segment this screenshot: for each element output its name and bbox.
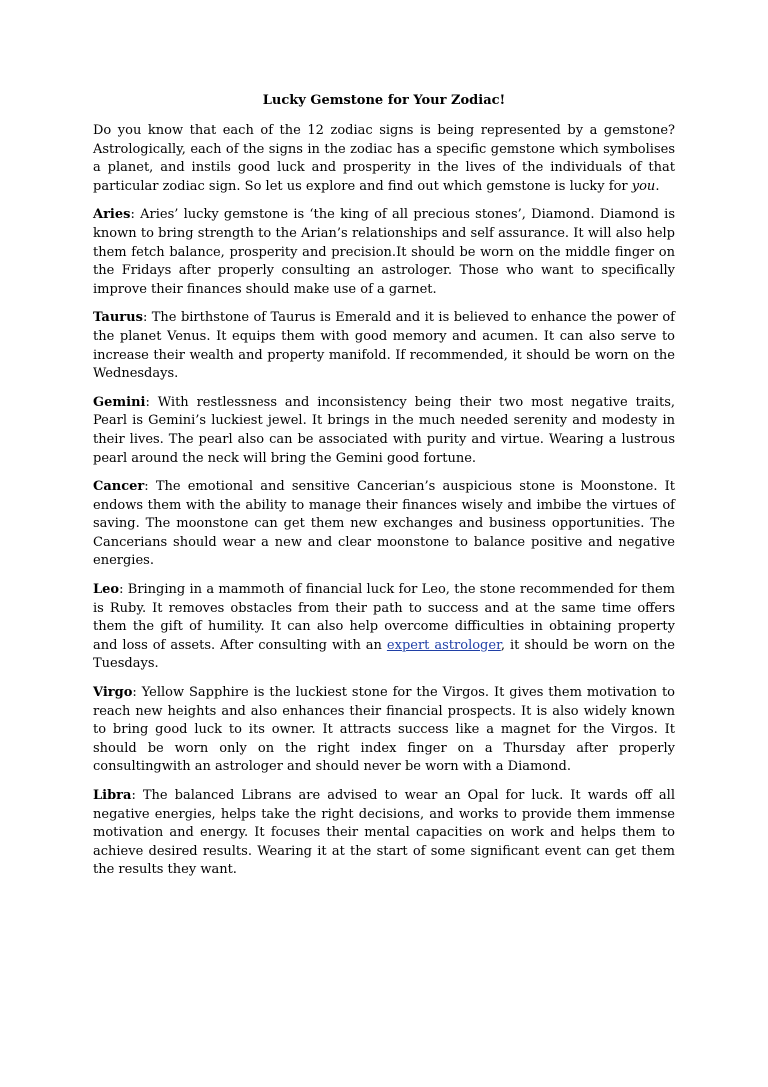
aries-paragraph [93, 206, 675, 299]
intro-emphasis: you [631, 178, 656, 194]
gemini-text: : With restlessness and inconsistency being their two most negative traits, Pearl is Gemini’s luckiest jewel. It brings in the much needed serenity and modesty in their lives. The pearl also can be associated with purity and virtue. Wearing a lustrous pearl around the neck will bring the Gemini good fortune. [93, 394, 675, 466]
cancer-paragraph [93, 478, 675, 571]
taurus-heading: Taurus [93, 310, 143, 326]
libra-text: : The balanced Librans are advised to wear an Opal for luck. It wards off all negative energies, helps take the right decisions, and works to provide them immense motivation and energy. It focuses their mental capacities on work and helps them to achieve desired results. Wearing it at the start of some significant event can get them the results they want. [93, 788, 675, 878]
leo-text-after: , it should be worn on the Tuesdays. [93, 637, 676, 672]
aries-text: : Aries’ lucky gemstone is ‘the king of all precious stones’, Diamond. Diamond is known to bring strength to the Arian’s relationships and self assurance. It will also help them fetch balance, prosperity and precision.It should be worn on the middle finger on the Fridays after properly consulting an astrologer. Those who want to specifically improve their finances should make use of a garnet. [93, 207, 675, 297]
aries-heading: Aries [93, 207, 131, 223]
cancer-heading: Cancer [93, 479, 145, 495]
intro-text: Do you know that each of the 12 zodiac signs is being represented by a gemstone? Astrologically, each of the signs in the zodiac has a specific gemstone which symbolises a planet, and instils good luck and prosperity in the lives of the individuals of that particular zodiac sign. So let us explore and find out which gemstone is lucky for [93, 123, 675, 194]
virgo-heading: Virgo [93, 685, 133, 701]
taurus-text: : The birthstone of Taurus is Emerald and it is believed to enhance the power of the planet Venus. It equips them with good memory and acumen. It can also serve to increase their wealth and property manifold. If recommended, it should be worn on the Wednesdays. [93, 310, 675, 382]
leo-heading: Leo [93, 582, 120, 598]
virgo-paragraph [93, 684, 675, 777]
leo-text-before: : Bringing in a mammoth of financial luck for Leo, the stone recommended for them is Ruby. It removes obstacles from their path to success and at the same time offers them the gift of humility. It can also help overcome difficulties in obtaining property and loss of assets. After consulting with an [93, 582, 675, 653]
virgo-text: : Yellow Sapphire is the luckiest stone for the Virgos. It gives them motivation to reach new heights and also enhances their financial prospects. It is also widely known to bring good luck to its owner. It attracts success like a magnet for the Virgos. It should be worn only on the right index finger on a Thursday after properly consultingwith an astrologer and should never be worn with a Diamond. [93, 685, 675, 775]
intro-end: . [655, 178, 660, 194]
gemini-paragraph [93, 394, 675, 468]
libra-heading: Libra [93, 788, 132, 803]
gemini-heading: Gemini [93, 394, 146, 410]
intro-paragraph [93, 122, 675, 196]
cancer-text: : The emotional and sensitive Cancerian’s auspicious stone is Moonstone. It endows them with the ability to manage their finances wisely and imbibe the virtues of saving. The moonstone can get them new exchanges and business opportunities. The Cancerians should wear a new and clear moonstone to balance positive and negative energies. [93, 479, 675, 569]
leo-paragraph [93, 581, 675, 674]
taurus-paragraph [93, 309, 675, 383]
libra-paragraph [93, 787, 675, 880]
expert-astrologer-link[interactable]: expert astrologer [386, 637, 501, 653]
document-page [93, 92, 675, 890]
document-title: Lucky Gemstone for Your Zodiac! [262, 93, 506, 108]
